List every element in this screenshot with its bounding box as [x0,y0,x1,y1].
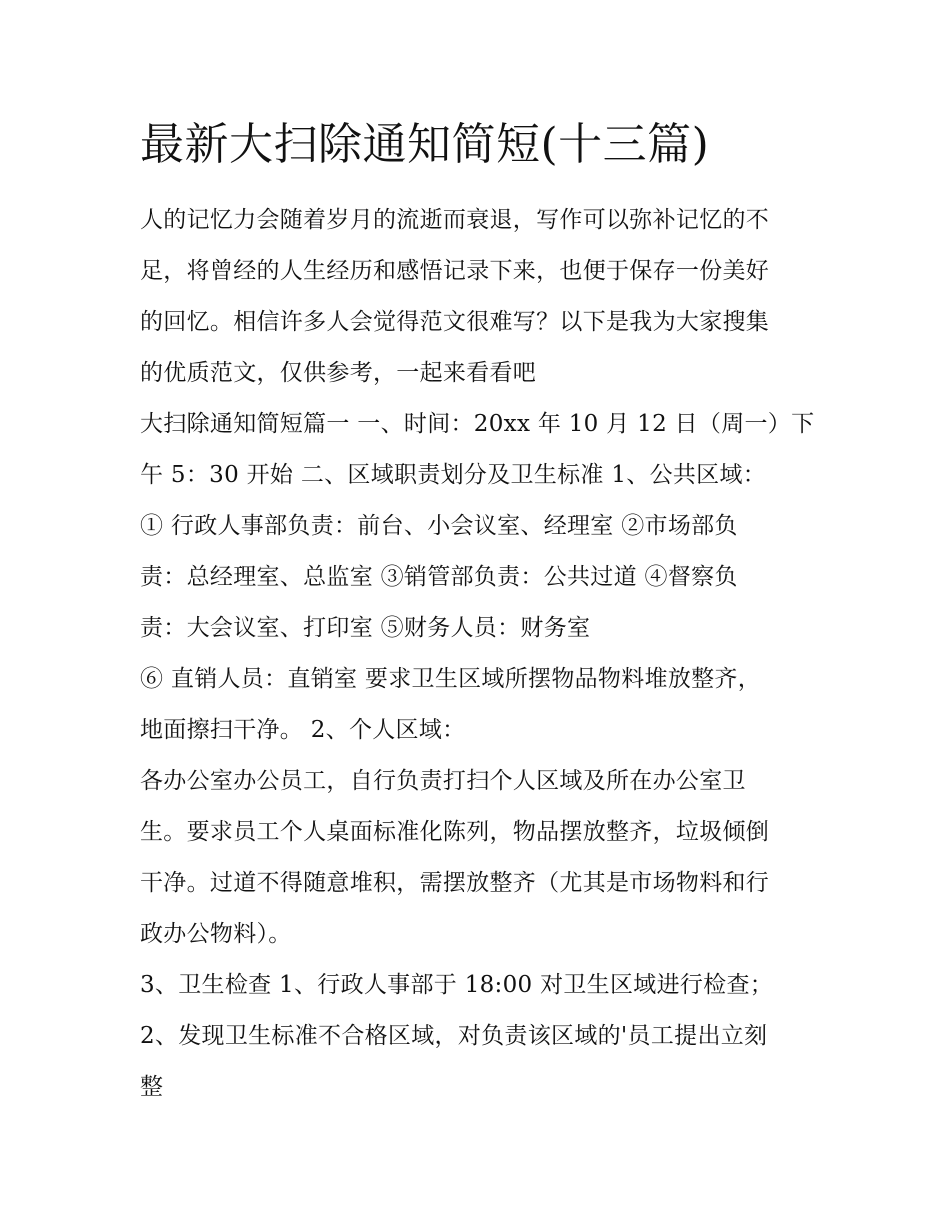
body-line: 的优质范文，仅供参考，一起来看看吧 [140,360,537,386]
body-line: 的回忆。相信许多人会觉得范文很难写？以下是我为大家搜集 [140,309,770,335]
body-line: 各办公室办公员工，自行负责打扫个人区域及所在办公室卫 [140,768,746,794]
body-line: 干净。过道不得随意堆积，需摆放整齐（尤其是市场物料和行 [140,870,770,896]
body-line: 午 5：30 开始 二、区域职责划分及卫生标准 1、公共区域： [140,462,767,488]
body-line: 责：总经理室、总监室 ③销管部负责：公共过道 ④督察负 [140,564,738,590]
body-line: 政办公物料）。 [140,921,292,947]
body-line: 地面擦扫干净。 2、个人区域： [140,717,466,743]
body-line: 大扫除通知简短篇一 一、时间：20xx 年 10 月 12 日（周一）下 [140,411,815,437]
body-line: 责：大会议室、打印室 ⑤财务人员：财务室 [140,615,591,641]
body-line: 3、卫生检查 1、行政人事部于 18:00 对卫生区域进行检查； [140,972,774,998]
body-line: ① 行政人事部负责：前台、小会议室、经理室 ②市场部负 [140,513,738,539]
document-title: 最新大扫除通知简短(十三篇) [140,119,710,170]
body-line: ⑥ 直销人员：直销室 要求卫生区域所摆物品物料堆放整齐， [140,666,762,692]
body-line: 生。要求员工个人桌面标准化陈列，物品摆放整齐，垃圾倾倒 [140,819,770,845]
body-line: 整 [140,1074,164,1100]
body-line: 人的记忆力会随着岁月的流逝而衰退，写作可以弥补记忆的不 [140,207,770,233]
body-line: 2、发现卫生标准不合格区域，对负责该区域的'员工提出立刻 [140,1023,768,1049]
body-line: 足，将曾经的人生经历和感悟记录下来，也便于保存一份美好 [140,258,770,284]
